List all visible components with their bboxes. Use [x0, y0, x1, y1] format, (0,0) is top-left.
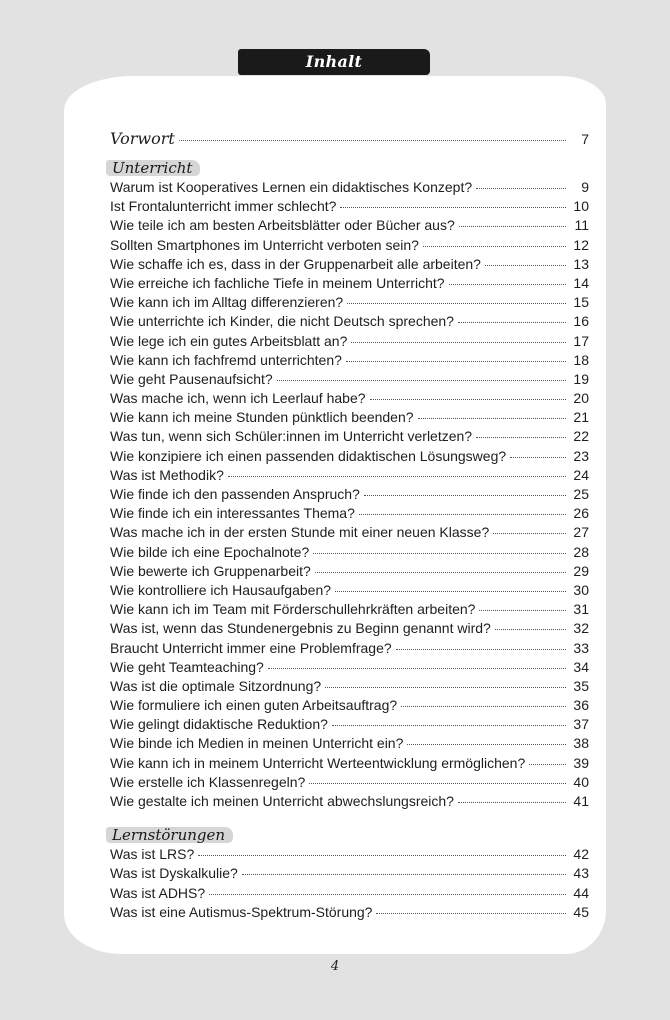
toc-entry-page: 29	[573, 562, 589, 579]
toc-entry-title: Wie unterrichte ich Kinder, die nicht Deutsch sprechen?	[110, 313, 454, 330]
toc-entry-page: 40	[573, 773, 589, 790]
toc-entry-title: Wie kann ich im Team mit Förderschullehrkräften arbeiten?	[110, 601, 476, 618]
dot-leader	[364, 494, 566, 496]
section-heading-text: Lernstörungen	[112, 826, 226, 845]
toc-entry-title: Wie finde ich den passenden Anspruch?	[110, 486, 360, 502]
toc-entry-page: 26	[573, 505, 589, 522]
toc-entry-title: Wie geht Pausenaufsicht?	[110, 370, 273, 387]
toc-entry-title: Was ist Methodik?	[110, 466, 224, 483]
dot-leader	[376, 912, 566, 914]
toc-entry-title: Ist Frontalunterricht immer schlecht?	[110, 198, 337, 215]
toc-entry[interactable]	[110, 293, 589, 312]
dot-leader	[179, 139, 566, 141]
toc-entry-title: Was ist, wenn das Stundenergebnis zu Beginn genannt wird?	[110, 620, 491, 637]
toc-entry-page: 11	[574, 217, 589, 234]
dot-leader	[242, 873, 566, 875]
toc-entry-title: Braucht Unterricht immer eine Problemfrage?	[110, 639, 392, 656]
toc-entry-title: Wie kann ich fachfremd unterrichten?	[110, 351, 342, 368]
toc-entry[interactable]	[110, 543, 589, 562]
dot-leader	[351, 341, 566, 343]
dot-leader	[313, 552, 566, 554]
toc-entry[interactable]	[110, 600, 589, 619]
page-number: 4	[330, 959, 340, 974]
toc-entry-page: 39	[573, 754, 589, 771]
toc-entry-page: 9	[581, 179, 589, 195]
toc-entry[interactable]	[110, 178, 589, 197]
toc-entry-page: 24	[573, 466, 589, 483]
dot-leader	[458, 801, 566, 803]
toc-entry-page: 41	[573, 793, 589, 809]
toc-entry[interactable]	[110, 236, 589, 255]
toc-entry[interactable]	[110, 274, 589, 293]
toc-entry-title: Wie binde ich Medien in meinen Unterricht ein?	[110, 735, 404, 752]
section-heading	[110, 825, 233, 845]
dot-leader	[209, 893, 566, 895]
toc-entry[interactable]	[110, 197, 589, 216]
toc-entry-title: Wie erstelle ich Klassenregeln?	[110, 773, 306, 790]
toc-entry-page: 23	[573, 447, 589, 464]
toc-entry[interactable]	[110, 639, 589, 658]
toc-entry-page: 19	[573, 370, 589, 387]
toc-entry[interactable]	[110, 466, 589, 485]
toc-entry[interactable]	[110, 581, 589, 600]
dot-leader	[529, 763, 566, 765]
toc-entry-page: 28	[573, 543, 589, 560]
toc-entry-title: Wie formuliere ich einen guten Arbeitsauftrag?	[110, 697, 398, 714]
section-heading	[110, 158, 200, 178]
toc-entry[interactable]	[110, 523, 589, 542]
toc-entry-title: Wie kann ich in meinem Unterricht Werteentwicklung ermöglichen?	[110, 754, 526, 771]
toc-entry-page: 20	[573, 390, 589, 407]
toc-entry-title: Wie geht Teamteaching?	[110, 658, 264, 675]
toc-entry-vorwort[interactable]	[110, 128, 589, 150]
toc-entry-title: Was ist eine Autismus-Spektrum-Störung?	[110, 903, 373, 920]
toc-entry-title: Wie kann ich meine Stunden pünktlich beenden?	[110, 409, 414, 426]
toc-entry-title: Wie bewerte ich Gruppenarbeit?	[110, 562, 311, 579]
toc-entry[interactable]	[110, 216, 589, 235]
toc-entry[interactable]	[110, 332, 589, 351]
toc-entry-title: Wie gestalte ich meinen Unterricht abwechslungsreich?	[110, 793, 454, 809]
toc-entry-page: 10	[573, 198, 589, 215]
dot-leader	[277, 379, 566, 381]
dot-leader	[228, 475, 566, 477]
toc-entry-title: Wie konzipiere ich einen passenden didaktischen Lösungsweg?	[110, 447, 507, 464]
toc-entry[interactable]	[110, 677, 589, 696]
toc-entry[interactable]	[110, 792, 589, 811]
dot-leader	[458, 321, 566, 323]
toc-entry[interactable]	[110, 734, 589, 753]
toc-entry[interactable]	[110, 845, 589, 864]
toc-entry-page: 34	[573, 658, 589, 675]
toc-entry[interactable]	[110, 715, 589, 734]
toc-entry[interactable]	[110, 408, 589, 427]
toc-entry-title: Warum ist Kooperatives Lernen ein didaktisches Konzept?	[110, 179, 473, 195]
toc-entry[interactable]	[110, 370, 589, 389]
toc-entry[interactable]	[110, 389, 589, 408]
dot-leader	[268, 667, 566, 669]
toc-entry-title: Wie teile ich am besten Arbeitsblätter oder Bücher aus?	[110, 217, 455, 234]
toc-entry-title: Wie schaffe ich es, dass in der Gruppenarbeit alle arbeiten?	[110, 255, 481, 272]
toc-entry-page: 25	[573, 486, 589, 502]
toc-entry[interactable]	[110, 255, 589, 274]
toc-entry-page: 17	[573, 332, 589, 349]
toc-entry-page: 36	[573, 697, 589, 714]
page-title: Inhalt	[238, 49, 430, 75]
dot-leader	[335, 590, 566, 592]
dot-leader	[495, 628, 566, 630]
toc-entry-page: 43	[573, 865, 589, 882]
dot-leader	[485, 264, 566, 266]
toc-entry[interactable]	[110, 864, 589, 883]
dot-leader	[359, 513, 566, 515]
toc-entry[interactable]	[110, 351, 589, 370]
toc-entry-title: Was ist LRS?	[110, 846, 195, 863]
toc-entry[interactable]	[110, 312, 589, 331]
toc-entry[interactable]	[110, 696, 589, 715]
dot-leader	[309, 782, 566, 784]
toc-entry[interactable]	[110, 884, 589, 903]
toc-entry-title: Was ist Dyskalkulie?	[110, 865, 238, 882]
dot-leader	[347, 302, 566, 304]
toc-entry-title: Wie gelingt didaktische Reduktion?	[110, 716, 328, 733]
toc-entry-title: Vorwort	[110, 129, 175, 148]
toc-entry-page: 31	[573, 601, 589, 618]
toc-entry-title: Was mache ich, wenn ich Leerlauf habe?	[110, 390, 366, 407]
dot-leader	[325, 686, 566, 688]
toc-entry-page: 33	[573, 639, 589, 656]
toc-entry[interactable]	[110, 773, 589, 792]
table-of-contents	[110, 128, 589, 922]
dot-leader	[459, 225, 566, 227]
dot-leader	[370, 398, 566, 400]
toc-entry[interactable]	[110, 562, 589, 581]
toc-entry-title: Was tun, wenn sich Schüler:innen im Unterricht verletzen?	[110, 428, 473, 445]
toc-entry-page: 35	[573, 677, 589, 694]
toc-entry-page: 21	[573, 409, 589, 426]
toc-entry-title: Wie kontrolliere ich Hausaufgaben?	[110, 581, 332, 598]
toc-entry-page: 16	[573, 313, 589, 330]
dot-leader	[449, 283, 566, 285]
dot-leader	[479, 609, 566, 611]
dot-leader	[476, 436, 566, 438]
toc-entry[interactable]	[110, 658, 589, 677]
toc-entry[interactable]	[110, 485, 589, 504]
toc-entry[interactable]	[110, 754, 589, 773]
dot-leader	[315, 571, 566, 573]
toc-entry-page: 42	[573, 846, 589, 863]
toc-entry-title: Was mache ich in der ersten Stunde mit einer neuen Klasse?	[110, 524, 490, 541]
dot-leader	[476, 187, 566, 189]
dot-leader	[493, 532, 566, 534]
dot-leader	[198, 854, 566, 856]
toc-entry-page: 30	[573, 581, 589, 598]
toc-entry-title: Wie kann ich im Alltag differenzieren?	[110, 294, 344, 311]
toc-entry[interactable]	[110, 903, 589, 922]
toc-entry-title: Wie lege ich ein gutes Arbeitsblatt an?	[110, 332, 348, 349]
toc-entry-page: 32	[573, 620, 589, 637]
toc-entry-page: 45	[573, 903, 589, 920]
toc-entry[interactable]	[110, 504, 589, 523]
toc-entry-page: 13	[573, 255, 589, 272]
toc-entry-page: 27	[573, 524, 589, 541]
dot-leader	[418, 417, 566, 419]
toc-entry[interactable]	[110, 619, 589, 638]
toc-entry[interactable]	[110, 427, 589, 446]
toc-entry-page: 14	[573, 274, 589, 291]
dot-leader	[340, 206, 566, 208]
toc-entry-page: 7	[581, 131, 589, 147]
toc-entry-page: 38	[573, 735, 589, 752]
toc-entry-title: Sollten Smartphones im Unterricht verboten sein?	[110, 236, 419, 253]
toc-entry-title: Wie finde ich ein interessantes Thema?	[110, 505, 355, 522]
toc-entry-page: 44	[573, 884, 589, 901]
dot-leader	[401, 705, 566, 707]
section-heading-text: Unterricht	[112, 159, 193, 177]
toc-entry-page: 18	[573, 351, 589, 368]
toc-entry-title: Wie bilde ich eine Epochalnote?	[110, 543, 310, 560]
dot-leader	[346, 360, 566, 362]
toc-entry-page: 15	[573, 294, 589, 311]
dot-leader	[423, 245, 566, 247]
dot-leader	[332, 724, 566, 726]
dot-leader	[510, 456, 566, 458]
toc-entry-title: Was ist ADHS?	[110, 884, 206, 901]
toc-entry-title: Was ist die optimale Sitzordnung?	[110, 677, 322, 694]
toc-entry[interactable]	[110, 447, 589, 466]
dot-leader	[407, 743, 566, 745]
toc-entry-page: 37	[573, 716, 589, 733]
toc-section	[110, 158, 589, 811]
toc-entry-page: 22	[573, 428, 589, 445]
toc-section	[110, 825, 589, 922]
dot-leader	[396, 648, 566, 650]
toc-entry-page: 12	[573, 236, 589, 253]
toc-entry-title: Wie erreiche ich fachliche Tiefe in meinem Unterricht?	[110, 274, 445, 291]
